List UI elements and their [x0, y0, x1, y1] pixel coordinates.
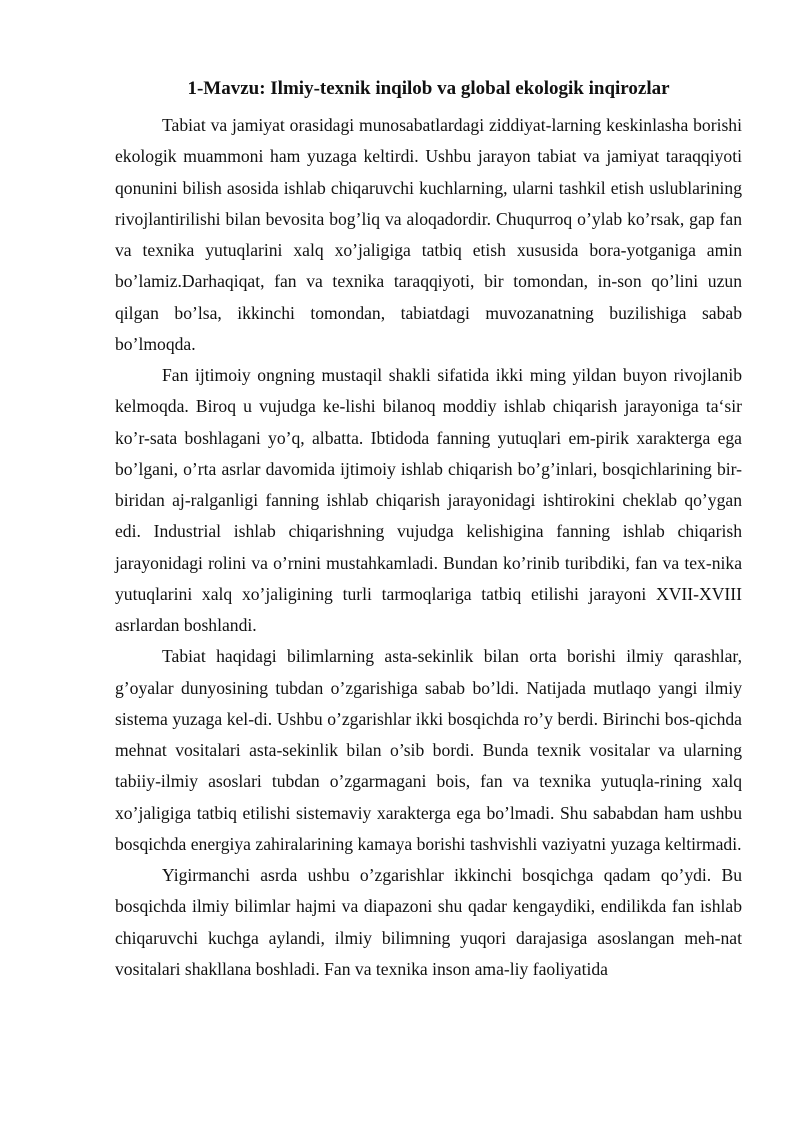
paragraph-4: Yigirmanchi asrda ushbu o’zgarishlar ikkinchi bosqichga qadam qo’ydi. Bu bosqichda ilmiy bilimlar hajmi va diapazoni shu qadar kengaydiki, endilikda fan ishlab chiqaruvchi kuchga aylandi, ilmiy bilimning yuqori darajasiga asoslangan meh-nat vositalari shakllana boshladi. Fan va texnika inson ama-liy faoliyatida — [115, 865, 742, 979]
document-title: 1-Mavzu: Ilmiy-texnik inqilob va global ekologik inqirozlar — [187, 78, 670, 99]
paragraph-1: Tabiat va jamiyat orasidagi munosabatlardagi ziddiyat-larning keskinlasha borishi ekologik muammoni ham yuzaga keltirdi. Ushbu jarayon tabiat va jamiyat taraqqiyoti qonunini bilish asosida ishlab chiqaruvchi kuchlarning, ularni tashkil etish uslublarining rivojlantirilishi bilan bevosita bog’liq va aloqadordir. Chuqurroq o’ylab ko’rsak, gap fan va texnika yutuqlarini xalq xo’jaligiga tatbiq etish xususida bora-yotganiga amin bo’lamiz.Darhaqiqat, fan va texnika taraqqiyoti, bir tomondan, in-son qo’lini uzun qilgan bo’lsa, ikkinchi tomondan, tabiatdagi muvozanatning buzilishiga sabab bo’lmoqda. — [115, 115, 742, 354]
paragraph-3: Tabiat haqidagi bilimlarning asta-sekinlik bilan orta borishi ilmiy qarashlar, g’oyalar dunyosining tubdan o’zgarishiga sabab bo’ldi. Natijada mutlaqo yangi ilmiy sistema yuzaga kel-di. Ushbu o’zgarishlar ikki bosqichda ro’y berdi. Birinchi bos-qichda mehnat vositalari asta-sekinlik bilan o’sib bordi. Bunda texnik vositalar va ularning tabiiy-ilmiy asoslari tubdan o’zgarmagani bois, fan va texnika yutuqla-rining xalq xo’jaligiga tatbiq etilishi sistemaviy xarakterga ega bo’lmadi. Shu sababdan ham ushbu bosqichda energiya zahiralarining kamaya borishi tashvishli vaziyatni yuzaga keltirmadi. — [115, 646, 742, 854]
paragraph-2: Fan ijtimoiy ongning mustaqil shakli sifatida ikki ming yildan buyon rivojlanib kelmoqda. Biroq u vujudga ke-lishi bilanoq moddiy ishlab chiqarish jarayoniga ta‘sir ko’r-sata boshlagani yo’q, albatta. Ibtidoda fanning yutuqlari em-pirik xarakterga ega bo’lgani, o’rta asrlar davomida ijtimoiy ishlab chiqarish bo’g’inlari, bosqichlarining bir-biridan aj-ralganligi fanning ishlab chiqarish jarayonidagi ishtirokini cheklab qo’ygan edi. Industrial ishlab chiqarishning vujudga kelishigina fanning ishlab chiqarish jarayonidagi rolini va o’rnini mustahkamladi. Bundan ko’rinib turibdiki, fan va tex-nika yutuqlarini xalq xo’jaligining turli tarmoqlariga tatbiq etilishi jarayoni XVII-XVIII asrlardan boshlandi. — [115, 365, 742, 635]
